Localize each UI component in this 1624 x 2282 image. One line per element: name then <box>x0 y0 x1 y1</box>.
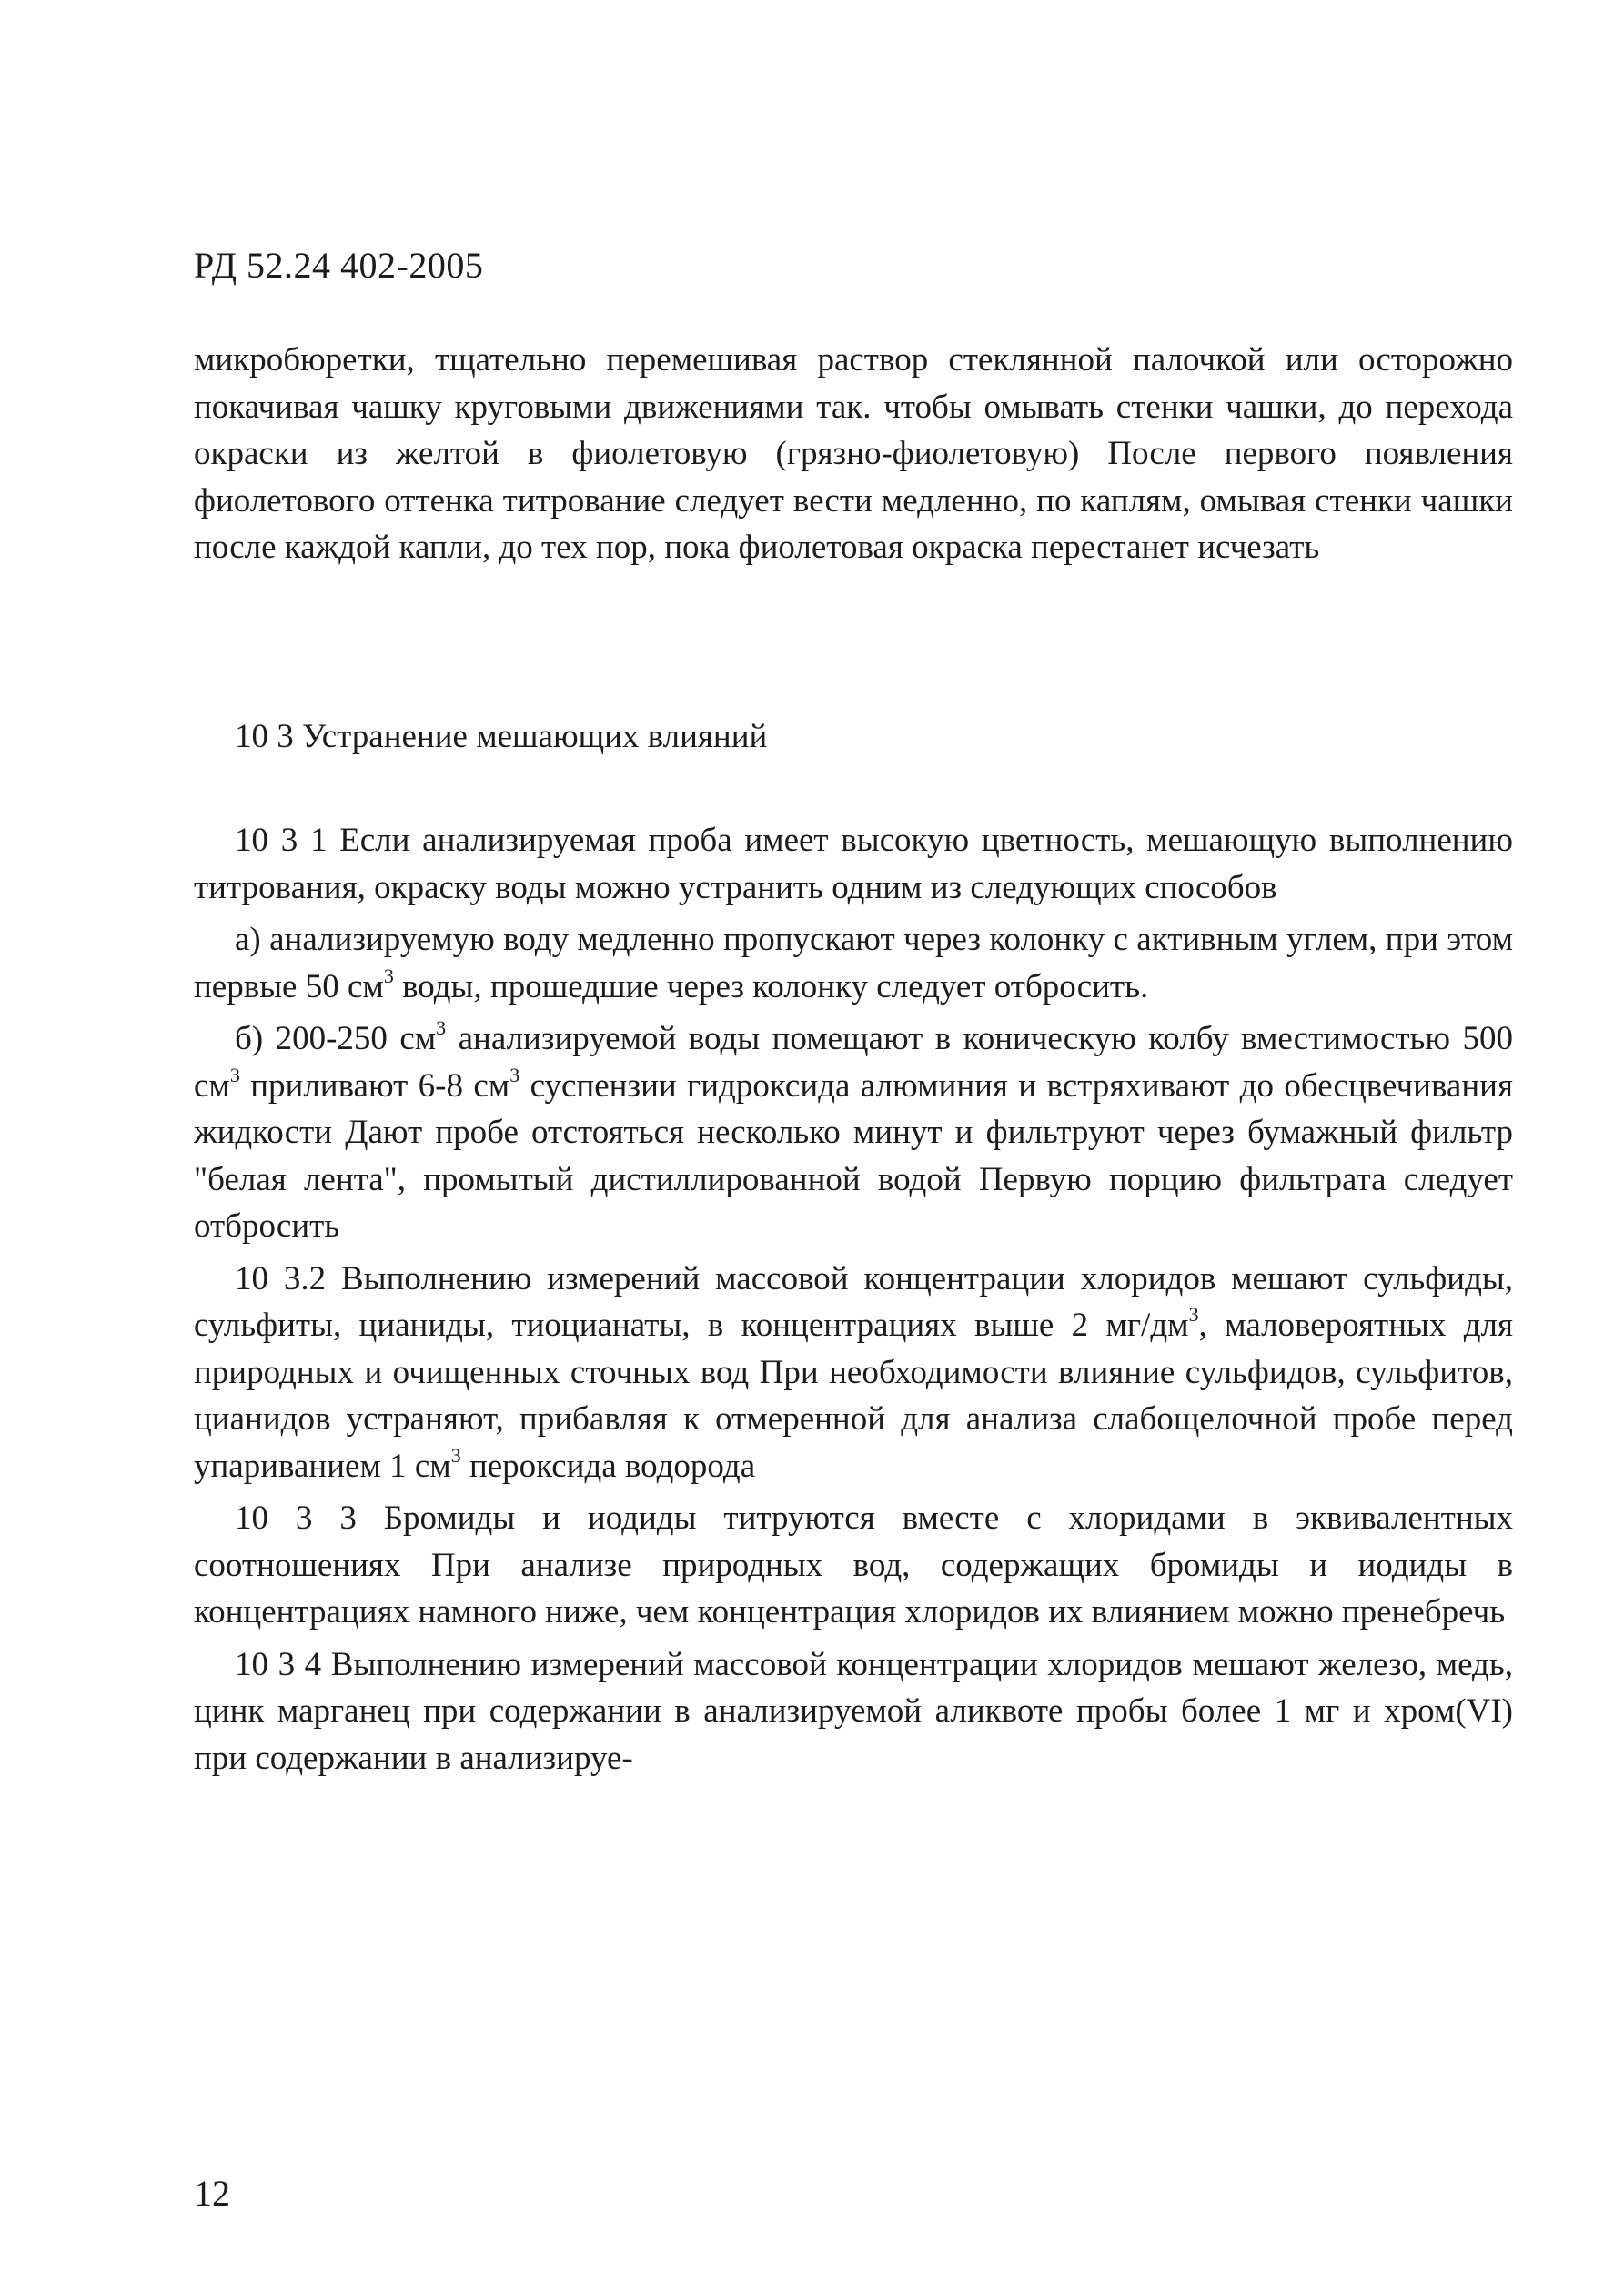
list-item-a-text-2: воды, прошедшие через колонку следует отбросить. <box>393 967 1149 1005</box>
document-code: РД 52.24 402-2005 <box>194 245 484 286</box>
subsections-block <box>194 817 1513 1782</box>
list-item-b <box>194 1015 1513 1250</box>
superscript: 3 <box>1188 1303 1199 1326</box>
list-item-a-text-1: а) анализируемую воду медленно пропускают через колонку с активным углем, при этом первые 50 см <box>194 921 1513 1005</box>
intro-paragraph-block <box>194 337 1513 571</box>
superscript: 3 <box>450 1443 461 1467</box>
section-heading: 10 3 Устранение мешающих влияний <box>235 718 768 755</box>
paragraph-10-3-2-text-1: 10 3.2 Выполнению измерений массовой концентрации хлоридов мешают сульфиды, сульфиты, цианиды, тиоцианаты, в концентрациях выше 2 мг/дм <box>194 1259 1513 1344</box>
intro-paragraph: микробюретки, тщательно перемешивая раствор стеклянной палочкой или осторожно покачивая чашку круговыми движениями так. чтобы омывать стенки чашки, до перехода окраски из желтой в фиолетовую (грязно-фиолетовую) После первого появления фиолетового оттенка титрование следует вести медленно, по каплям, омывая стенки чашки после каждой капли, до тех пор, пока фиолетовая окраска перестанет исчезать <box>194 341 1513 566</box>
list-item-b-text-1: б) 200-250 см <box>235 1020 437 1057</box>
superscript: 3 <box>509 1063 520 1086</box>
superscript: 3 <box>229 1063 240 1086</box>
list-item-a <box>194 916 1513 1010</box>
superscript: 3 <box>436 1016 447 1039</box>
paragraph-10-3-3: 10 3 3 Бромиды и иодиды титруются вместе с хлоридами в эквивалентных соотношениях При анализе природных вод, содержащих бромиды и иодиды в концентрациях намного ниже, чем концентрация хлоридов их влиянием можно пренебречь <box>194 1499 1513 1631</box>
paragraph-10-3-2 <box>194 1256 1513 1490</box>
paragraph-10-3-2-text-2: , маловероятных для природных и очищенных сточных вод При необходимости влияние сульфидов, сульфитов, цианидов устраняют, прибавляя к отмеренной для анализа слабощелочной пробе перед упариванием 1 см <box>194 1307 1514 1485</box>
page-number: 12 <box>194 2173 230 2214</box>
paragraph-10-3-4: 10 3 4 Выполнению измерений массовой концентрации хлоридов мешают железо, медь, цинк марганец при содержании в анализируемой аликвоте пробы более 1 мг и хром(VI) при содержании в анализируе- <box>194 1645 1513 1777</box>
list-item-b-text-4: суспензии гидроксида алюминия и встряхивают до обесцвечивания жидкости Дают пробе отстояться несколько минут и фильтруют через бумажный фильтр "белая лента", промытый дистиллированной водой Первую порцию фильтрата следует отбросить <box>194 1066 1513 1245</box>
list-item-b-text-3: приливают 6-8 см <box>239 1066 510 1105</box>
superscript: 3 <box>383 964 394 987</box>
paragraph-10-3-1: 10 3 1 Если анализируемая проба имеет высокую цветность, мешающую выполнению титрования, окраску воды можно устранить одним из следующих способов <box>194 822 1513 906</box>
paragraph-10-3-2-text-3: пероксида водорода <box>460 1447 756 1485</box>
list-item-b-text-2: анализируемой воды помещают в коническую колбу вместимостью 500 см <box>194 1020 1513 1105</box>
